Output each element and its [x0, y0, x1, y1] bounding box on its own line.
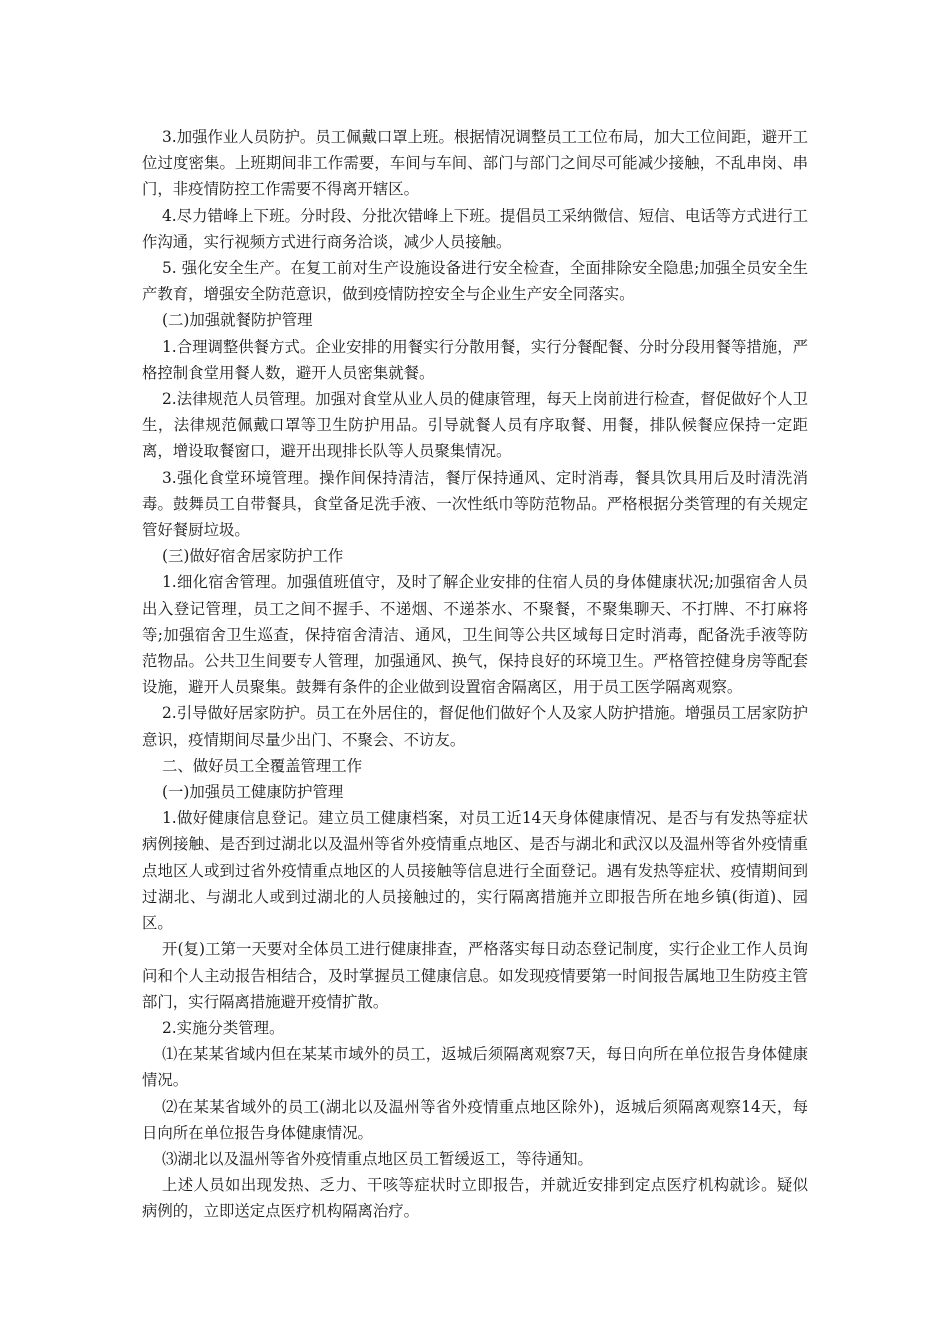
paragraph: 4.尽力错峰上下班。分时段、分批次错峰上下班。提倡员工采纳微信、短信、电话等方式进行工作沟通，实行视频方式进行商务洽谈，减少人员接触。 [142, 206, 808, 251]
list-item: ⑴在某某省域内但在某某市域外的员工，返城后须隔离观察7天，每日向所在单位报告身体健康情况。 [142, 1045, 808, 1090]
paragraph: 3.加强作业人员防护。员工佩戴口罩上班。根据情况调整员工工位布局，加大工位间距，避开工位过度密集。上班期间非工作需要，车间与车间、部门与部门之间尽可能减少接触，不乱串岗、串门，非疫情防控工作需要不得离开辖区。 [142, 128, 808, 199]
paragraph: 开(复)工第一天要对全体员工进行健康排查，严格落实每日动态登记制度，实行企业工作人员询问和个人主动报告相结合，及时掌握员工健康信息。如发现疫情要第一时间报告属地卫生防疫主管部门，实行隔离措施避开疫情扩散。 [142, 940, 808, 1011]
section-heading: (三)做好宿舍居家防护工作 [162, 547, 344, 566]
paragraph: 2.实施分类管理。 [162, 1018, 285, 1037]
document-body [142, 124, 808, 1225]
list-item: ⑵在某某省域外的员工(湖北以及温州等省外疫情重点地区除外)，返城后须隔离观察14天，每日向所在单位报告身体健康情况。 [142, 1097, 808, 1142]
paragraph: 1.做好健康信息登记。建立员工健康档案，对员工近14天身体健康情况、是否与有发热等症状病例接触、是否到过湖北以及温州等省外疫情重点地区、是否与湖北和武汉以及温州等省外疫情重点地区人或到过省外疫情重点地区的人员接触等信息进行全面登记。遇有发热等症状、疫情期间到过湖北、与湖北人或到过湖北的人员接触过的，实行隔离措施并立即报告所在地乡镇(街道)、园区。 [142, 809, 808, 933]
paragraph: 2.法律规范人员管理。加强对食堂从业人员的健康管理，每天上岗前进行检查，督促做好个人卫生，法律规范佩戴口罩等卫生防护用品。引导就餐人员有序取餐、用餐，排队候餐应保持一定距离，增设取餐窗口，避开出现排长队等人员聚集情况。 [142, 390, 808, 461]
paragraph: 1.合理调整供餐方式。企业安排的用餐实行分散用餐，实行分餐配餐、分时分段用餐等措施，严格控制食堂用餐人数，避开人员密集就餐。 [142, 337, 808, 382]
paragraph: 1.细化宿舍管理。加强值班值守，及时了解企业安排的住宿人员的身体健康状况;加强宿舍人员出入登记管理，员工之间不握手、不递烟、不递茶水、不聚餐，不聚集聊天、不打牌、不打麻将等;加强宿舍卫生巡查，保持宿舍清洁、通风，卫生间等公共区域每日定时消毒，配备洗手液等防范物品。公共卫生间要专人管理，加强通风、换气，保持良好的环境卫生。严格管控健身房等配套设施，避开人员聚集。鼓舞有条件的企业做到设置宿舍隔离区，用于员工医学隔离观察。 [142, 573, 808, 697]
paragraph: 3.强化食堂环境管理。操作间保持清洁，餐厅保持通风、定时消毒，餐具饮具用后及时清洗消毒。鼓舞员工自带餐具，食堂备足洗手液、一次性纸巾等防范物品。严格根据分类管理的有关规定管好餐厨垃圾。 [142, 468, 808, 540]
section-heading: (一)加强员工健康防护管理 [162, 783, 344, 802]
paragraph: 5. 强化安全生产。在复工前对生产设施设备进行安全检查，全面排除安全隐患;加强全员安全生产教育，增强安全防范意识，做到疫情防控安全与企业生产安全同落实。 [142, 259, 808, 304]
paragraph: 上述人员如出现发热、乏力、干咳等症状时立即报告，并就近安排到定点医疗机构就诊。疑似病例的，立即送定点医疗机构隔离治疗。 [142, 1176, 808, 1221]
paragraph: 2.引导做好居家防护。员工在外居住的，督促他们做好个人及家人防护措施。增强员工居家防护意识，疫情期间尽量少出门、不聚会、不访友。 [142, 704, 808, 749]
list-item: ⑶湖北以及温州等省外疫情重点地区员工暂缓返工，等待通知。 [162, 1149, 593, 1168]
section-heading: (二)加强就餐防护管理 [162, 311, 313, 330]
chapter-heading: 二、做好员工全覆盖管理工作 [162, 756, 363, 775]
